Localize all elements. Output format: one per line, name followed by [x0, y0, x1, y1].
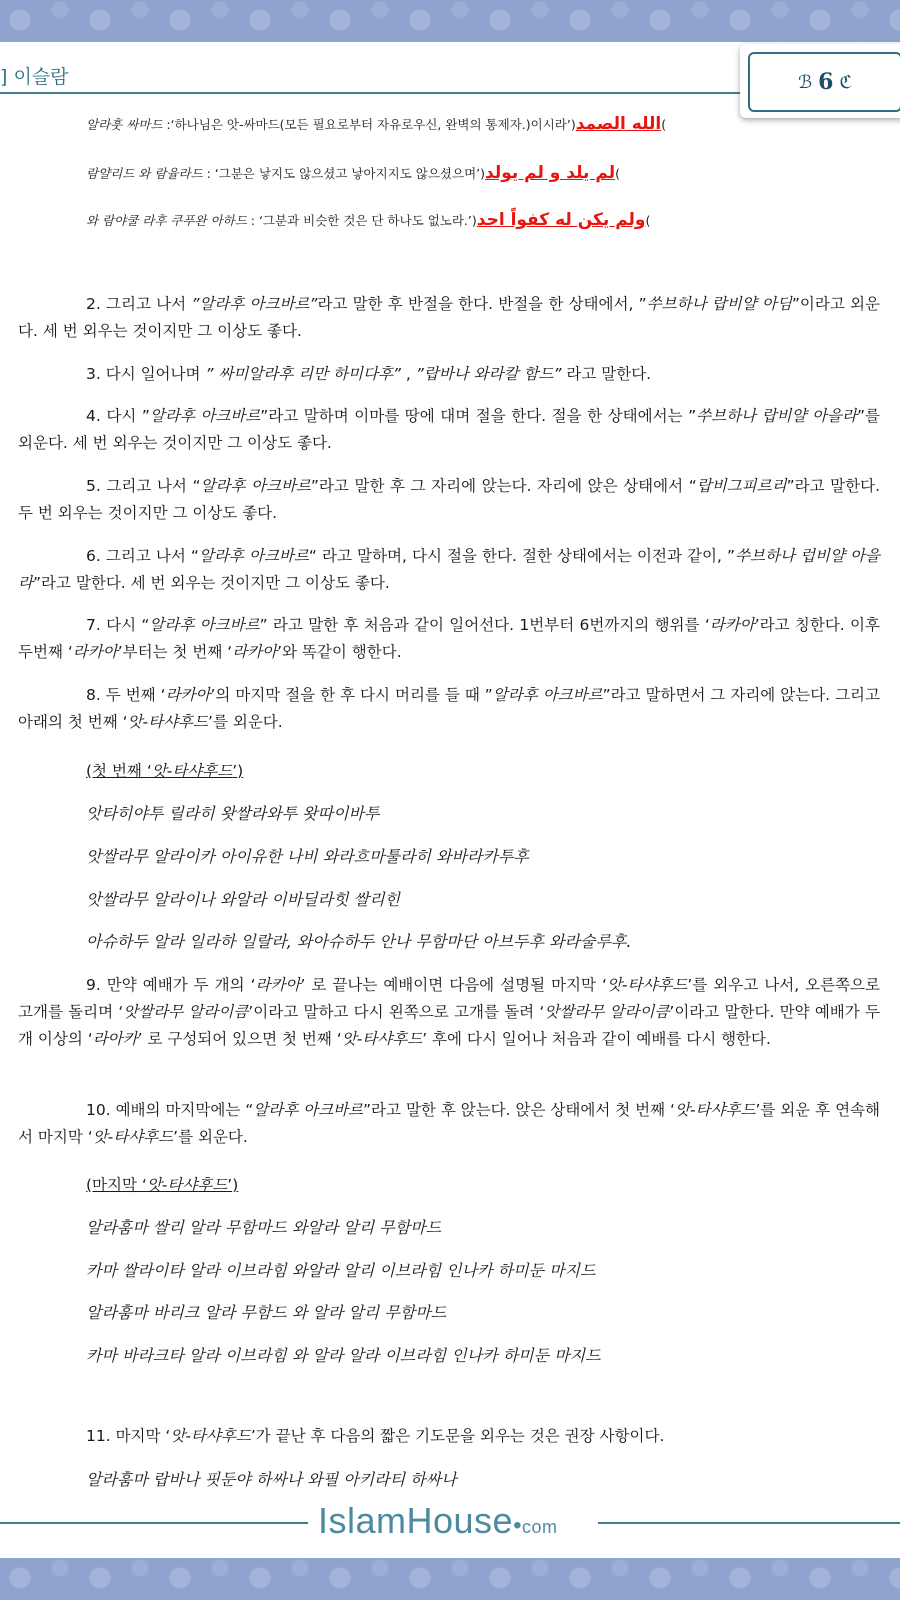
- verse-bracket: (: [645, 213, 651, 228]
- page-number-frame: [748, 52, 900, 112]
- step-10-paragraph: 10. 예배의 마지막에는 “알라후 아크바르”라고 말한 후 앉는다. 앉은 상태에서 첫 번째 ‘앗-타샤후드’를 외운 후 연속해서 마지막 ‘앗-타샤후드’를 외운다.: [18, 1101, 880, 1146]
- verse-transliteration: 알라훗 싸마드: [86, 117, 163, 132]
- step-6-paragraph: 6. 그리고 나서 “알라후 아크바르“ 라고 말하며, 다시 절을 한다. 절한 상태에서는 이전과 같이, ”쑤브하나 럽비얄 아을라”라고 말한다. 세 번 외우는 것이지만 그 이상도 좋다.: [18, 547, 880, 592]
- footer-rule-left: [0, 1522, 308, 1524]
- right-ornament-icon: ℭ: [839, 71, 853, 93]
- final-prayer-line: 알라훔마 랍바나 핏둔야 하싸나 와필 아키라티 하싸나: [86, 1470, 457, 1489]
- verse-translation: : ‘그분은 낳지도 않으셨고 낳아지지도 않으셨으며’): [202, 166, 486, 181]
- verse-arabic: ولم يكن له كفواً احد: [476, 210, 646, 230]
- logo-text: IslamHouse: [318, 1500, 514, 1541]
- first-tashahhud-heading: (첫 번째 ‘앗-타샤후드’): [86, 762, 244, 780]
- islamhouse-logo[interactable]: [318, 1500, 558, 1542]
- step-3-paragraph: 3. 다시 일어나며 ” 싸미알라후 리만 하미다후” , ”랍바나 와라칼 함드” 라고 말한다.: [86, 365, 652, 383]
- tashahhud-line: 앗타히야투 릴라히 왓쌀라와투 왓따이바투: [86, 804, 380, 823]
- verse-translation: : ‘그분과 비슷한 것은 단 하나도 없노라.’): [246, 213, 477, 228]
- verse-bracket: (: [661, 117, 667, 132]
- logo-dot: •: [513, 1512, 522, 1539]
- step-5-paragraph: 5. 그리고 나서 “알라후 아크바르”라고 말한 후 그 자리에 앉는다. 자리에 앉은 상태에서 “랍비그피르리”라고 말한다. 두 번 외우는 것이지만 그 이상도 좋다.: [18, 477, 881, 522]
- tashahhud-line: 카마 바라크타 알라 이브라힘 와 알라 알라 이브라힘 인나카 하미둔 마지드: [86, 1346, 601, 1365]
- verse-line: [86, 163, 620, 183]
- step-4-paragraph: 4. 다시 ”알라후 아크바르”라고 말하며 이마를 땅에 대며 절을 한다. 절을 한 상태에서는 ”쑤브하나 랍비얄 아을라”를 외운다. 세 번 외우는 것이지만 그 이상도 좋다.: [18, 407, 880, 452]
- verse-line: [86, 210, 650, 230]
- verse-line: [86, 114, 666, 134]
- verse-transliteration: 와 람야쿨 라후 쿠푸완 아하드: [86, 213, 247, 228]
- step-9-paragraph: 9. 만약 예배가 두 개의 ‘라카아’ 로 끝나는 예배이면 다음에 설명될 마지막 ‘앗-타샤후드’를 외우고 나서, 오른쪽으로 고개를 돌리며 ‘앗쌀라무 알라이큼’이라고 말하고 다시 왼쪽으로 고개를 돌려 ‘앗쌀라무 알라이큼’이라고 말한다. 만약 예배가 두 개 이상의 ‘라아카’ 로 구성되어 있으면 첫 번째 ‘앗-타샤후드’ 후에 다시 일어나 처음과 같이 예배를 다시 행한다.: [18, 976, 880, 1048]
- bottom-decorative-band: [0, 1558, 900, 1600]
- step-2-paragraph: 2. 그리고 나서 ”알라후 아크바르”라고 말한 후 반절을 한다. 반절을 한 상태에서, ”쑤브하나 랍비얄 아딤”이라고 외운다. 세 번 외우는 것이지만 그 이상도 좋다.: [18, 295, 880, 340]
- step-11-paragraph: 11. 마지막 ‘앗-타샤후드’가 끝난 후 다음의 짧은 기도문을 외우는 것은 권장 사항이다.: [86, 1427, 665, 1445]
- top-decorative-band: [0, 0, 900, 42]
- tashahhud-line: 알라훔마 바리크 알라 무함드 와 알라 알리 무함마드: [86, 1303, 447, 1322]
- last-tashahhud-heading: (마지막 ‘앗-타샤후드’): [86, 1176, 239, 1194]
- page-number: 6: [818, 69, 834, 95]
- tashahhud-line: 앗쌀라무 알라이나 와알라 이바딜라힛 쌀리힌: [86, 890, 401, 909]
- tashahhud-line: 앗쌀라무 알라이카 아이유한 나비 와라흐마툴라히 와바라카투후: [86, 847, 529, 866]
- verse-transliteration: 람얄리드 와 람율라드: [86, 166, 203, 181]
- step-7-paragraph: 7. 다시 “알라후 아크바르” 라고 말한 후 처음과 같이 일어선다. 1번부터 6번까지의 행위를 ‘라카아’라고 칭한다. 이후 두번째 ‘라카아’부터는 첫 번째 ‘라카아’와 똑같이 행한다.: [18, 616, 880, 661]
- header-divider: [0, 92, 752, 94]
- verse-arabic: الله الصمد: [575, 114, 662, 134]
- verse-translation: :‘하나님은 앗-싸마드(모든 필요로부터 자유로우신, 완벽의 통제자.)이시라’): [162, 117, 576, 132]
- logo-domain: com: [521, 1517, 558, 1537]
- tashahhud-line: 아슈하두 알라 일라하 일랄라, 와아슈하두 안나 무함마단 아브두후 와라술루후.: [86, 932, 632, 951]
- tashahhud-line: 알라훔마 쌀리 알라 무함마드 와알라 알리 무함마드: [86, 1218, 442, 1237]
- footer-rule-right: [598, 1522, 900, 1524]
- verse-arabic: لم يلد و لم يولد: [485, 163, 616, 183]
- page-header-title: ] 이슬람: [0, 66, 69, 88]
- page-number-box: [740, 44, 900, 118]
- left-ornament-icon: ℬ: [797, 71, 813, 93]
- step-8-paragraph: 8. 두 번째 ‘라카아’의 마지막 절을 한 후 다시 머리를 들 때 ”알라후 아크바르”라고 말하면서 그 자리에 앉는다. 그리고 아래의 첫 번째 ‘앗-타샤후드’를 외운다.: [18, 686, 880, 731]
- verse-bracket: (: [615, 166, 620, 181]
- tashahhud-line: 카마 쌀라이타 알라 이브라힘 와알라 알리 이브라힘 인나카 하미둔 마지드: [86, 1261, 596, 1280]
